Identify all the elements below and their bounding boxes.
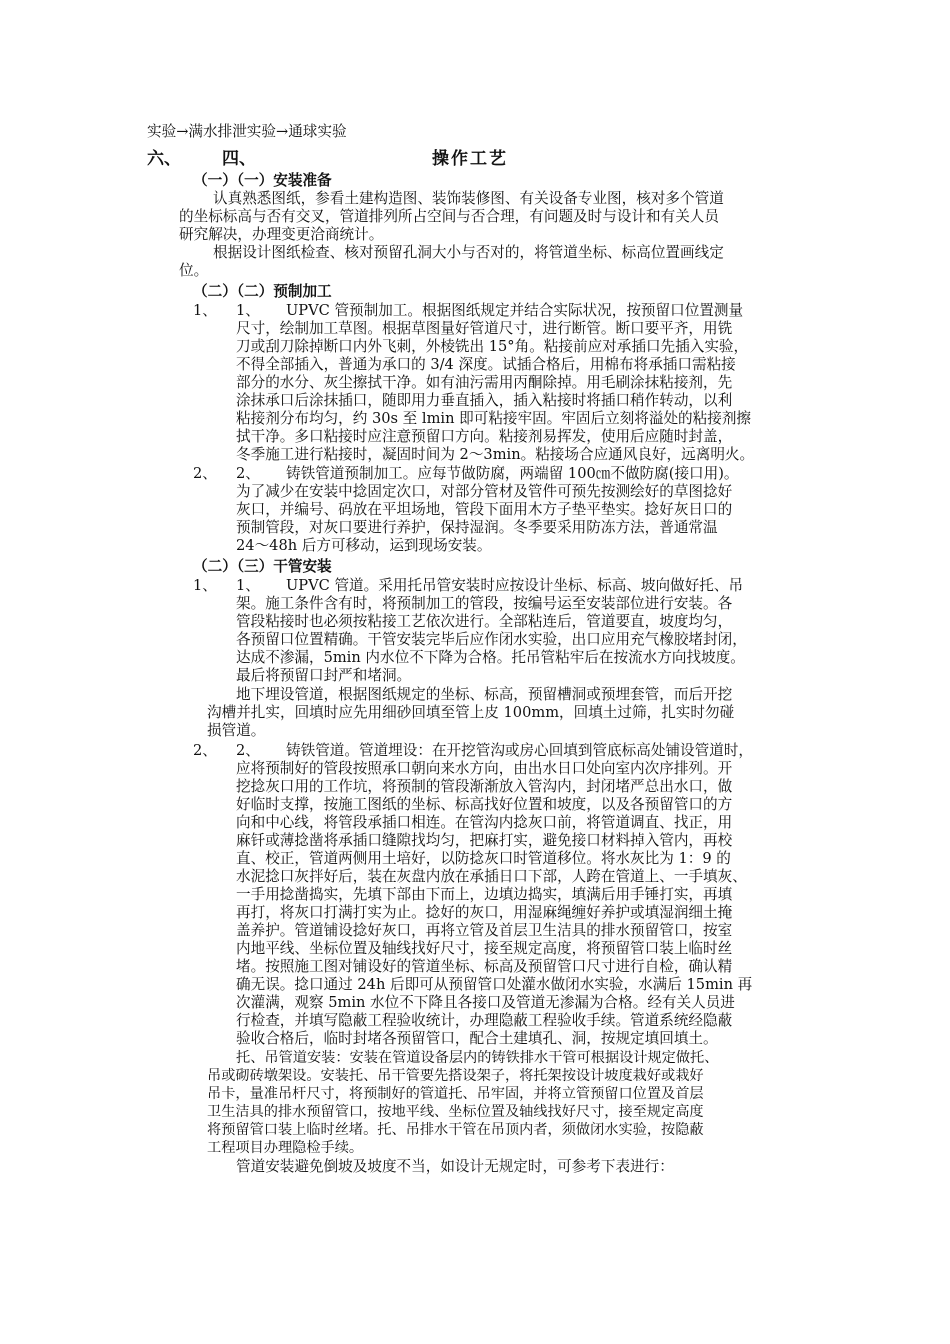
text-line: 再打，将灰口打满打实为止。捻好的灰口，用湿麻绳缠好养护或填湿润细土掩 [236, 904, 733, 921]
text-line: 地下埋设管道，根据图纸规定的坐标、标高，预留槽洞或预埋套管，而后开挖 [236, 686, 733, 703]
text-line: 认真熟悉图纸，参看土建构造图、装饰装修图、有关设备专业图，核对多个管道 [213, 190, 724, 207]
text-line: 托、吊管道安装：安装在管道设备层内的铸铁排水干管可根据设计规定做托、 [236, 1050, 719, 1066]
text-line: 好临时支撑，按施工图纸的坐标、标高找好位置和坡度，以及各预留管口的方 [236, 796, 733, 813]
text-line: 的坐标标高与否有交叉，管道排列所占空间与否合理，有问题及时与设计和有关人员 [179, 208, 719, 225]
text-line: 研究解决，办理变更洽商统计。 [179, 226, 384, 243]
text-line: 行检查，并填写隐蔽工程验收统计，办理隐蔽工程验收手续。管道系统经隐蔽 [236, 1012, 733, 1029]
text-line: 冬季施工进行粘接时，凝固时间为 2～3min。粘接场合应通风良好，远离明火。 [236, 446, 755, 463]
text-line: 向和中心线，将管段承插口相连。在管沟内捻灰口前，将管道调直、找正，用 [236, 814, 733, 831]
text-line: 盖养护。管道铺设捻好灰口，再将立管及首层卫生洁具的排水预留管口，按室 [236, 922, 733, 939]
top-line: 实验→满水排泄实验→通球实验 [147, 123, 347, 140]
list-sub-number: 2、 [236, 742, 260, 759]
list-sub-number: 1、 [236, 577, 260, 594]
list-number: 2、 [193, 742, 217, 759]
text-line: 确无误。捻口通过 24h 后即可从预留管口处灌水做闭水实验，水满后 15min 再 [236, 976, 753, 993]
list-number: 1、 [193, 577, 217, 594]
text-line: UPVC 管预制加工。根据图纸规定并结合实际状况，按预留口位置测量 [286, 302, 744, 319]
list-number: 1、 [193, 302, 217, 319]
text-line: 沟槽并扎实，回填时应先用细砂回填至管上皮 100mm，回填土过筛，扎实时勿碰 [207, 704, 735, 721]
text-line: 架。施工条件含有时，将预制加工的管段，按编号运至安装部位进行安装。各 [236, 595, 733, 612]
text-line: 最后将预留口封严和堵洞。 [236, 667, 412, 684]
text-line: 卫生洁具的排水预留管口，按地平线、坐标位置及轴线找好尺寸，接至规定高度 [207, 1104, 704, 1120]
heading-number-4: 四、 [222, 149, 256, 169]
text-line: 灰口，并编号、码放在平坦场地，管段下面用木方子垫平垫实。捻好灰日口的 [236, 501, 733, 518]
text-line: 应将预制好的管段按照承口朝向来水方向，由出水日口处向室内次序排列。开 [236, 760, 733, 777]
text-line: 水泥捻口灰拌好后，装在灰盘内放在承插日口下部，人跨在管道上、一手填灰、 [236, 868, 747, 885]
text-line: 不得全部插入，普通为承口的 3/4 深度。试插合格后，用棉布将承插口需粘接 [236, 356, 736, 373]
list-sub-number: 1、 [236, 302, 260, 319]
text-line: 部分的水分、灰尘擦拭干净。如有油污需用丙酮除掉。用毛刷涂抹粘接剂，先 [236, 374, 733, 391]
heading-number-6: 六、 [147, 149, 181, 169]
text-line: 涂抹承口后涂抹插口，随即用力垂直插入，插入粘接时将插口稍作转动，以利 [236, 392, 733, 409]
text-line: 次灌满，观察 5min 水位不下降且各接口及管道无渗漏为合格。经有关人员进 [236, 994, 735, 1011]
text-line: 挖捻灰口用的工作坑，将预制的管段渐渐放入管沟内，封闭堵严总出水口，做 [236, 778, 733, 795]
text-line: 为了减少在安装中捻固定次口，对部分管材及管件可预先按测绘好的草图捻好 [236, 483, 733, 500]
text-line: 粘接剂分布均匀，约 30s 至 lmin 即可粘接牢固。牢固后立刻将溢处的粘接剂擦 [236, 410, 752, 427]
section-title-main-pipe: （二）（三）干管安装 [193, 558, 332, 575]
text-line: UPVC 管道。采用托吊管安装时应按设计坐标、标高、坡向做好托、吊 [286, 577, 744, 594]
text-line: 根据设计图纸检查、核对预留孔洞大小与否对的，将管道坐标、标高位置画线定 [213, 244, 724, 261]
text-line: 管段粘接时也必须按粘接工艺依次进行。全部粘连后，管道要直，坡度均匀， [236, 613, 733, 630]
text-line: 内地平线、坐标位置及轴线找好尺寸，接至规定高度，将预留管口装上临时丝 [236, 940, 733, 957]
heading-title: 操作工艺 [432, 149, 508, 169]
text-line: 刀或刮刀除掉断口内外飞刺，外棱铣出 15°角。粘接前应对承插口先插入实验， [236, 338, 749, 355]
text-line: 直、校正，管道两侧用土培好，以防捻灰口时管道移位。将水灰比为 1：9 的 [236, 850, 731, 867]
section-title-prefab: （二）（二）预制加工 [193, 283, 332, 300]
text-line: 位。 [179, 262, 209, 279]
text-line: 吊卡，量准吊杆尺寸，将预制好的管道托、吊牢固，并将立管预留口位置及首层 [207, 1086, 704, 1102]
text-line: 各预留口位置精确。干管安装完毕后应作闭水实验，出口应用充气橡胶堵封闭， [236, 631, 747, 648]
text-line: 麻钎或薄捻凿将承插口缝隙找均匀，把麻打实，避免接口材料掉入管内，再校 [236, 832, 733, 849]
text-line: 达成不渗漏，5min 内水位不下降为合格。托吊管粘牢后在按流水方向找坡度。 [236, 649, 745, 666]
text-line: 验收合格后，临时封堵各预留管口，配合土建填孔、洞，按规定填回填土。 [236, 1030, 718, 1047]
text-line: 一手用捻凿捣实，先填下部由下而上，边填边捣实，填满后用手锤打实，再填 [236, 886, 733, 903]
section-title-prep: （一）（一）安装准备 [193, 172, 332, 189]
text-line: 拭干净。多口粘接时应注意预留口方向。粘接剂易挥发，使用后应随时封盖， [236, 428, 733, 445]
text-line: 预制管段，对灰口要进行养护，保持湿润。冬季要采用防冻方法，普通常温 [236, 519, 718, 536]
list-sub-number: 2、 [236, 465, 260, 482]
text-line: 吊或砌砖墩架设。安装托、吊干管要先搭设架子，将托架按设计坡度栽好或栽好 [207, 1068, 704, 1084]
text-line: 铸铁管道。管道埋设：在开挖管沟或房心回填到管底标高处铺设管道时， [286, 742, 754, 759]
text-line: 损管道。 [207, 722, 266, 739]
text-line: 铸铁管道预制加工。应每节做防腐，两端留 100㎝不做防腐(接口用)。 [286, 465, 739, 482]
text-line: 24～48h 后方可移动，运到现场安装。 [236, 537, 492, 554]
slope-table-intro: 管道安装避免倒坡及坡度不当，如设计无规定时，可参考下表进行： [236, 1158, 674, 1175]
text-line: 工程项目办理隐检手续。 [207, 1140, 364, 1156]
list-number: 2、 [193, 465, 217, 482]
text-line: 将预留管口装上临时丝堵。托、吊排水干管在吊顶内者，须做闭水实验，按隐蔽 [207, 1122, 704, 1138]
text-line: 堵。按照施工图对铺设好的管道坐标、标高及预留管口尺寸进行自检，确认精 [236, 958, 733, 975]
text-line: 尺寸，绘制加工草图。根据草图量好管道尺寸，进行断管。断口要平齐，用铣 [236, 320, 733, 337]
